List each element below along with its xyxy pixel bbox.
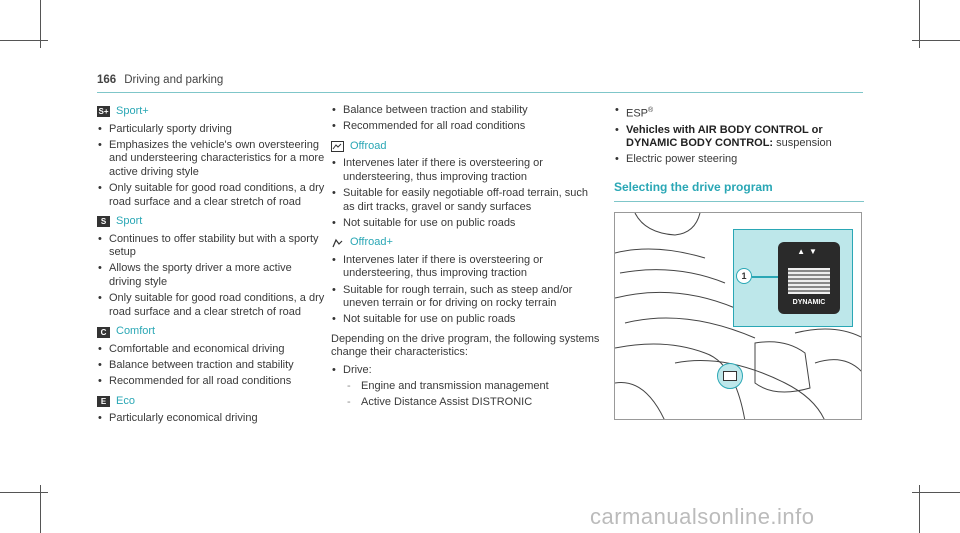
offroad-plus-icon	[331, 238, 344, 249]
list-item: • Not suitable for use on public roads	[331, 217, 601, 231]
mode-heading-offroad	[331, 140, 601, 154]
sub-list-item: - Engine and transmission management	[331, 380, 601, 394]
list-item: • Balance between traction and stability	[331, 104, 601, 118]
list-item: • Emphasizes the vehicle's own oversteering and understeering characteristics for a more active driving style	[97, 139, 325, 180]
column-2	[331, 104, 601, 416]
sport-list	[97, 233, 325, 320]
center-console-illustration	[614, 212, 862, 420]
list-item: • Not suitable for use on public roads	[331, 313, 601, 327]
airbody-rest: suspension	[773, 137, 832, 150]
systems-paragraph: Depending on the drive program, the following systems change their characteristics:	[331, 332, 600, 359]
registered-mark: ®	[648, 107, 654, 114]
list-item: • Intervenes later if there is oversteering or understeering, thus improving traction	[331, 254, 601, 281]
comfort-continued-list	[331, 104, 601, 134]
systems-list	[331, 364, 601, 410]
watermark: carmanualsonline.info	[590, 504, 815, 529]
mode-title: Sport	[116, 215, 143, 228]
airbody-bold: Vehicles with AIR BODY CONTROL or DYNAMIC BODY CONTROL:	[626, 123, 823, 150]
button-label: DYNAMIC	[792, 299, 826, 306]
comfort-list	[97, 343, 325, 389]
list-item: • Suitable for rough terrain, such as steep and/or uneven terrain or for driving on rocky terrain	[331, 284, 601, 311]
list-item: • Electric power steering	[614, 153, 864, 167]
mode-heading-eco	[97, 395, 325, 409]
comfort-icon: C	[97, 327, 110, 338]
list-item: • Particularly economical driving	[97, 412, 325, 426]
offroad-list	[331, 157, 601, 230]
esp-text: ESP	[626, 107, 649, 120]
mode-title: Offroad+	[350, 236, 393, 249]
list-item: • Recommended for all road conditions	[331, 120, 601, 134]
button-location-marker	[717, 363, 743, 389]
mode-heading-sport-plus	[97, 105, 325, 119]
mode-heading-offroad-plus	[331, 236, 601, 250]
mode-heading-comfort	[97, 325, 325, 339]
crop-mark	[912, 40, 960, 41]
button-ridges	[788, 268, 830, 294]
page-number: 166	[97, 74, 117, 86]
list-item: • Allows the sporty driver a more active driving style	[97, 262, 325, 289]
column-1	[97, 104, 325, 432]
offroad-plus-list	[331, 254, 601, 327]
section-title: Selecting the drive program	[614, 180, 773, 195]
up-down-arrows-icon: ▲▼	[797, 247, 821, 256]
list-item	[614, 104, 864, 121]
list-item: • Only suitable for good road conditions, a dry road surface and a clear stretch of road	[97, 292, 325, 319]
list-item: • Only suitable for good road conditions, a dry road surface and a clear stretch of road	[97, 182, 325, 209]
mode-title: Sport+	[116, 105, 149, 117]
section-name: Driving and parking	[124, 74, 224, 86]
systems-list-continued	[614, 104, 864, 167]
sport-icon: S	[97, 216, 110, 227]
callout-number: 1	[736, 268, 752, 284]
list-item: • Particularly sporty driving	[97, 123, 325, 137]
offroad-icon	[331, 141, 344, 152]
crop-mark	[0, 40, 48, 41]
sport-plus-list	[97, 123, 325, 210]
callout-line	[752, 276, 778, 278]
list-item	[614, 124, 864, 151]
mode-title: Comfort	[116, 325, 156, 338]
list-item: • Intervenes later if there is oversteering or understeering, thus improving traction	[331, 157, 601, 184]
header-rule	[97, 92, 863, 93]
list-item: • Comfortable and economical driving	[97, 343, 325, 357]
list-item: • Balance between traction and stability	[97, 359, 325, 373]
list-item: • Drive:	[331, 364, 601, 378]
crop-mark	[912, 492, 960, 493]
sport-plus-icon: S+	[98, 107, 109, 117]
list-item: • Recommended for all road conditions	[97, 375, 325, 389]
page-header	[97, 74, 223, 86]
dynamic-button-callout	[733, 229, 853, 327]
mode-title: Eco	[116, 394, 135, 407]
mode-title: Offroad	[350, 139, 387, 152]
column-3	[614, 104, 864, 208]
eco-icon: E	[97, 396, 110, 407]
list-item: • Continues to offer stability but with a sporty setup	[97, 233, 325, 260]
list-item: • Suitable for easily negotiable off-road terrain, such as dirt tracks, gravel or sandy surfaces	[331, 187, 601, 214]
eco-list	[97, 412, 325, 426]
section-rule	[614, 201, 864, 202]
mode-heading-sport	[97, 215, 325, 229]
sub-list-item: - Active Distance Assist DISTRONIC	[331, 396, 601, 410]
dynamic-select-button	[778, 242, 840, 314]
crop-mark	[0, 492, 48, 493]
